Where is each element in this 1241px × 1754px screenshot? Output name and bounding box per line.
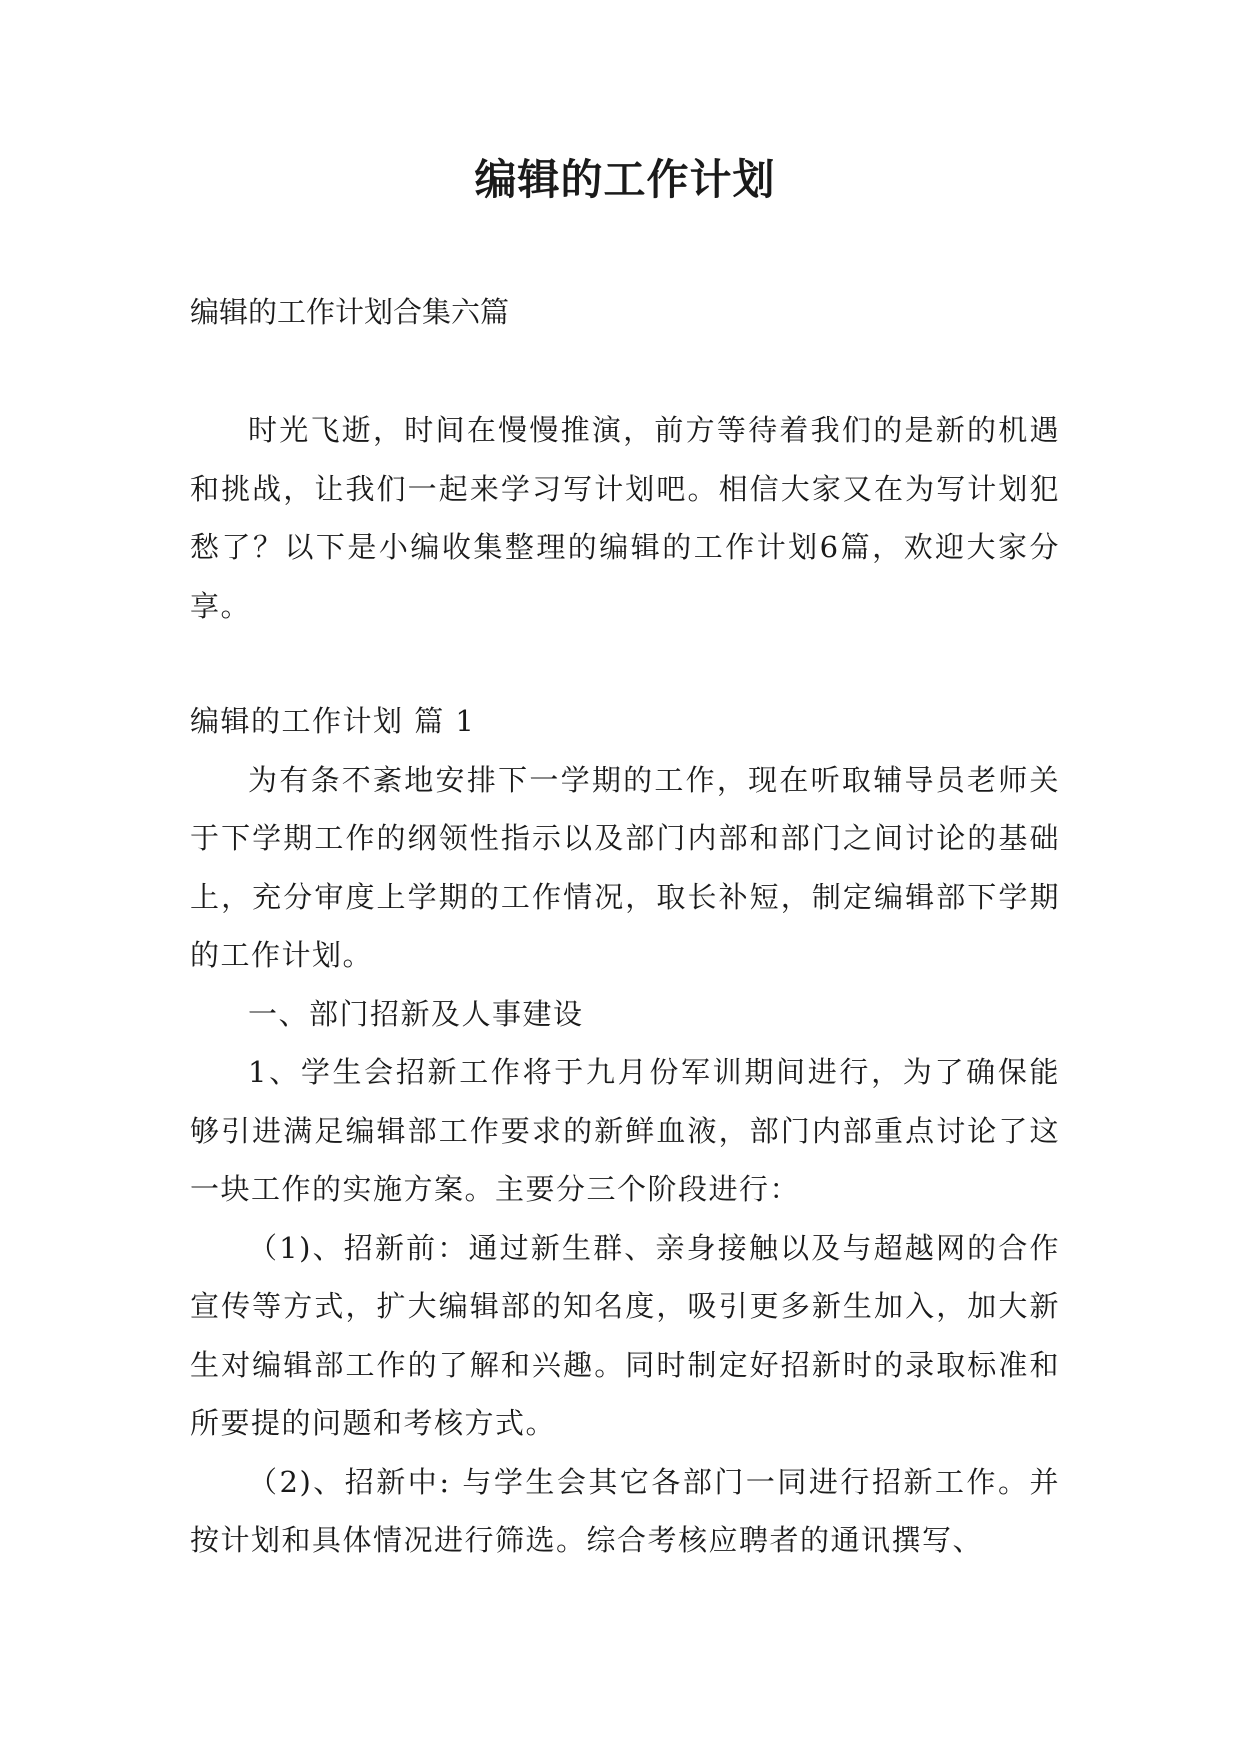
document-title: 编辑的工作计划	[474, 155, 776, 204]
body-paragraph: 1、学生会招新工作将于九月份军训期间进行，为了确保能够引进满足编辑部工作要求的新鲜血液，部门内部重点讨论了这一块工作的实施方案。主要分三个阶段进行：	[190, 1055, 1060, 1206]
body-paragraph: 为有条不紊地安排下一学期的工作，现在听取辅导员老师关于下学期工作的纲领性指示以及部门内部和部门之间讨论的基础上，充分审度上学期的工作情况，取长补短，制定编辑部下学期的工作计划。	[190, 762, 1060, 972]
body-paragraph: （2)、招新中: 与学生会其它各部门一同进行招新工作。并按计划和具体情况进行筛选。综合考核应聘者的通讯撰写、	[190, 1464, 1060, 1557]
section-heading: 编辑的工作计划 篇 1	[190, 704, 476, 738]
document-subtitle: 编辑的工作计划合集六篇	[190, 295, 510, 329]
intro-paragraph: 时光飞逝，时间在慢慢推演，前方等待着我们的是新的机遇和挑战，让我们一起来学习写计划吧。相信大家又在为写计划犯愁了？以下是小编收集整理的编辑的工作计划6篇，欢迎大家分享。	[190, 413, 1060, 623]
subsection-heading: 一、部门招新及人事建设	[248, 996, 584, 1031]
section-1	[190, 692, 1060, 1570]
intro-section	[190, 401, 1060, 635]
body-paragraph: （1)、招新前：通过新生群、亲身接触以及与超越网的合作宣传等方式，扩大编辑部的知名度，吸引更多新生加入，加大新生对编辑部工作的了解和兴趣。同时制定好招新时的录取标准和所要提的问题和考核方式。	[190, 1230, 1060, 1440]
